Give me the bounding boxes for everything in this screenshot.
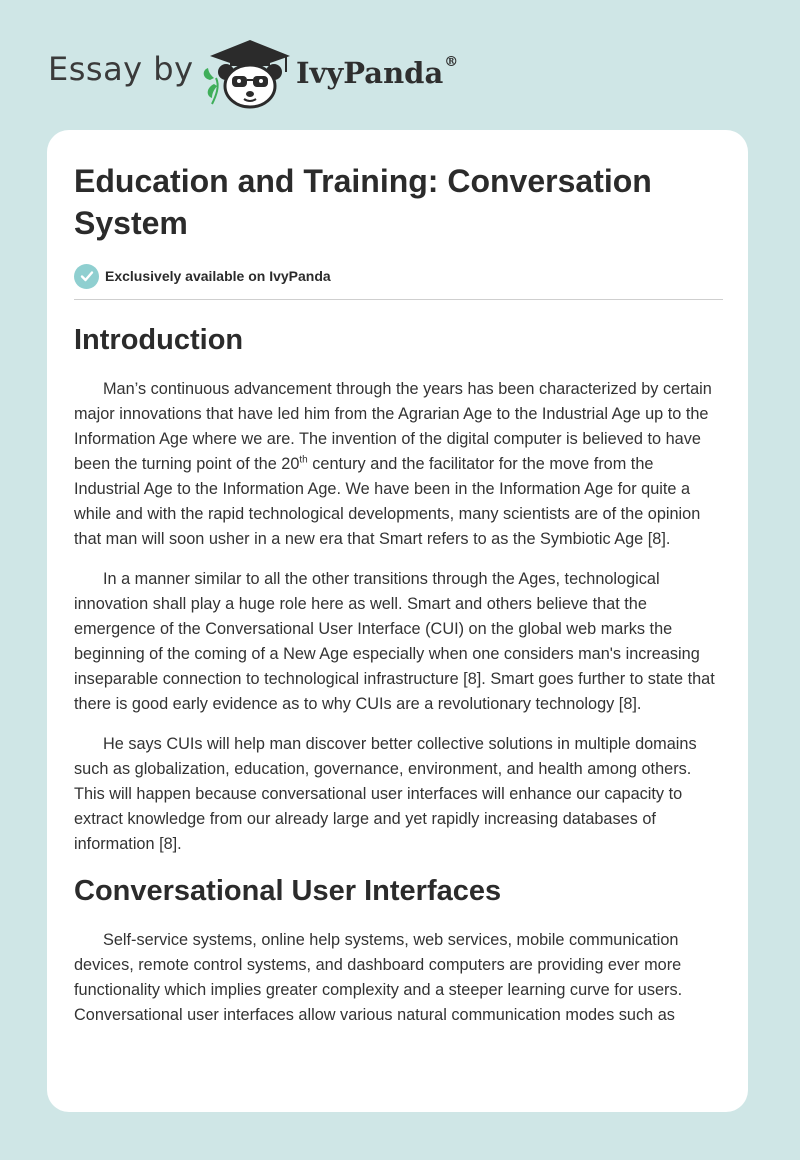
- page-title: Education and Training: Conversation System: [74, 163, 652, 241]
- paragraph-text: century and the facilitator for the move from the Industrial Age to the Information Age. We have been in the Information Age for quite a while and with the rapid technological developments, many scientists are of the opinion that man will soon usher in a new era that Smart refers to as the Symbiotic Age [8].: [74, 455, 701, 548]
- divider: [74, 299, 723, 300]
- superscript: th: [299, 454, 308, 466]
- article-card: [47, 130, 748, 1112]
- paragraph: In a manner similar to all the other transitions through the Ages, technological innovation shall play a huge role here as well. Smart and others believe that the emergence of the Conversational User Interface (CUI) on the global web marks the beginning of the coming of a New Age especially when one considers man's increasing inseparable connection to technological infrastructure [8]. Smart goes further to state that there is good early evidence as to why CUIs are a revolutionary technology [8].: [74, 570, 715, 713]
- paragraph-text: Man’s continuous advancement through the years has been characterized by certain major innovations that have led him from the Agrarian Age to the Industrial Age up to the Information Age where we are. The invention of the digital computer is believed to have been the turning point of the 20: [74, 380, 712, 473]
- paragraph: He says CUIs will help man discover better collective solutions in multiple domains such as globalization, education, governance, environment, and health among others. This will happen because conversational user interfaces will enhance our capacity to extract knowledge from our already large and yet rapidly increasing databases of information [8].: [74, 735, 697, 853]
- brand-name[interactable]: [296, 56, 458, 90]
- panda-graduate-icon[interactable]: [200, 34, 292, 110]
- check-icon: [74, 264, 99, 289]
- section-heading-introduction: Introduction: [74, 324, 244, 356]
- paragraph: Self-service systems, online help systems, web services, mobile communication devices, remote control systems, and dashboard computers are providing ever more functionality which implies greater complexity and a steeper learning curve for users. Conversational user interfaces allow various natural communication modes such as: [74, 931, 683, 1024]
- paragraph: [74, 377, 724, 552]
- ivy-leaf-icon: [204, 68, 218, 104]
- site-header: [0, 0, 800, 130]
- brand-essay-by: Essay by: [48, 50, 194, 88]
- exclusive-badge: [74, 262, 724, 290]
- brand-name-text: IvyPanda: [296, 56, 444, 90]
- article-content: [74, 160, 724, 1028]
- registered-mark: ®: [444, 54, 459, 70]
- section-heading-conversational-user-interfaces: Conversational User Interfaces: [74, 875, 502, 907]
- badge-label: Exclusively available on IvyPanda: [105, 268, 331, 284]
